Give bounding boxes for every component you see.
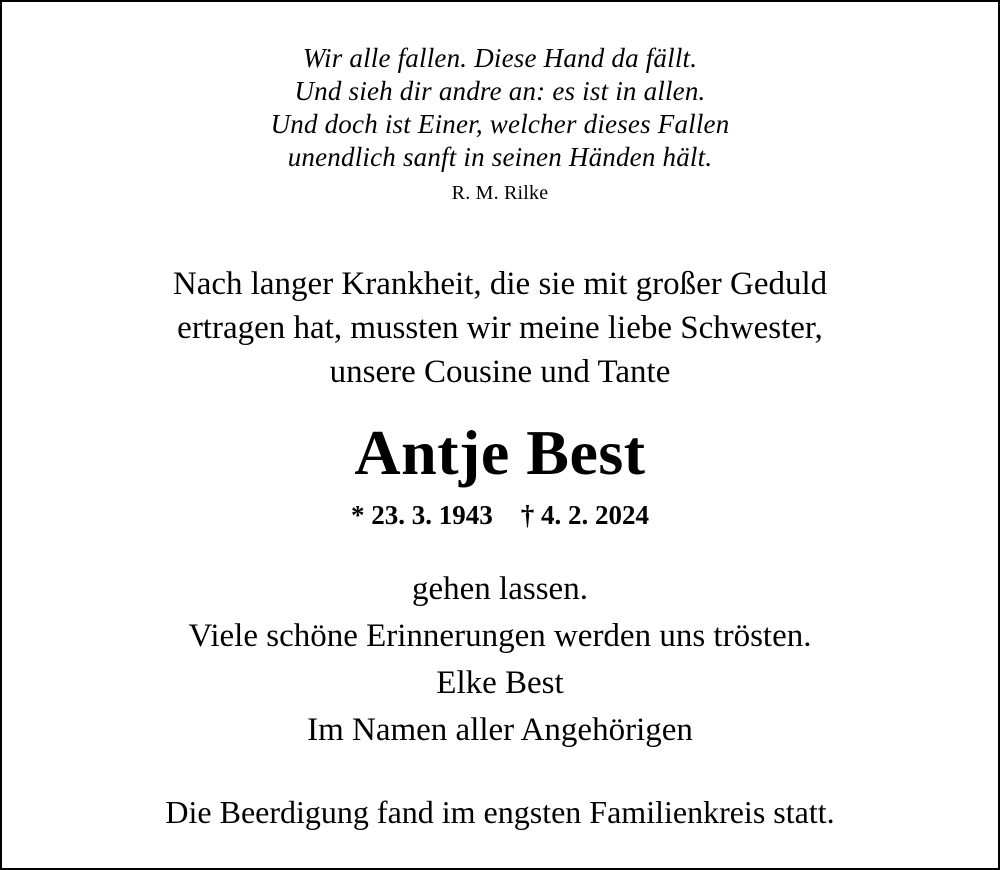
mourner-name: Elke Best [436, 665, 564, 701]
intro-line-2: ertragen hat, mussten wir meine liebe Schwester, [177, 310, 823, 346]
poem-line-1: Wir alle fallen. Diese Hand da fällt. [302, 43, 698, 73]
poem-line-4: unendlich sanft in seinen Händen hält. [287, 142, 713, 172]
consolation-line: Viele schöne Erinnerungen werden uns trösten. [188, 618, 812, 654]
on-behalf-line: Im Namen aller Angehörigen [307, 712, 693, 748]
poem-line-3: Und doch ist Einer, welcher dieses Fallen [270, 109, 730, 139]
poem-attribution: R. M. Rilke [451, 182, 549, 204]
death-date: † 4. 2. 2024 [520, 500, 649, 530]
intro-line-3: unsere Cousine und Tante [329, 354, 671, 390]
poem-line-2: Und sieh dir andre an: es ist in allen. [294, 76, 706, 106]
funeral-note: Die Beerdigung fand im engsten Familienkreis statt. [165, 794, 835, 830]
deceased-name: Antje Best [354, 417, 646, 488]
farewell-line: gehen lassen. [412, 571, 588, 607]
intro-line-1: Nach langer Krankheit, die sie mit großer Geduld [172, 266, 828, 302]
closing-block [2, 613, 998, 754]
life-dates [2, 498, 998, 532]
poem [2, 42, 998, 206]
intro-text [2, 262, 998, 394]
birth-date: * 23. 3. 1943 [351, 500, 493, 530]
